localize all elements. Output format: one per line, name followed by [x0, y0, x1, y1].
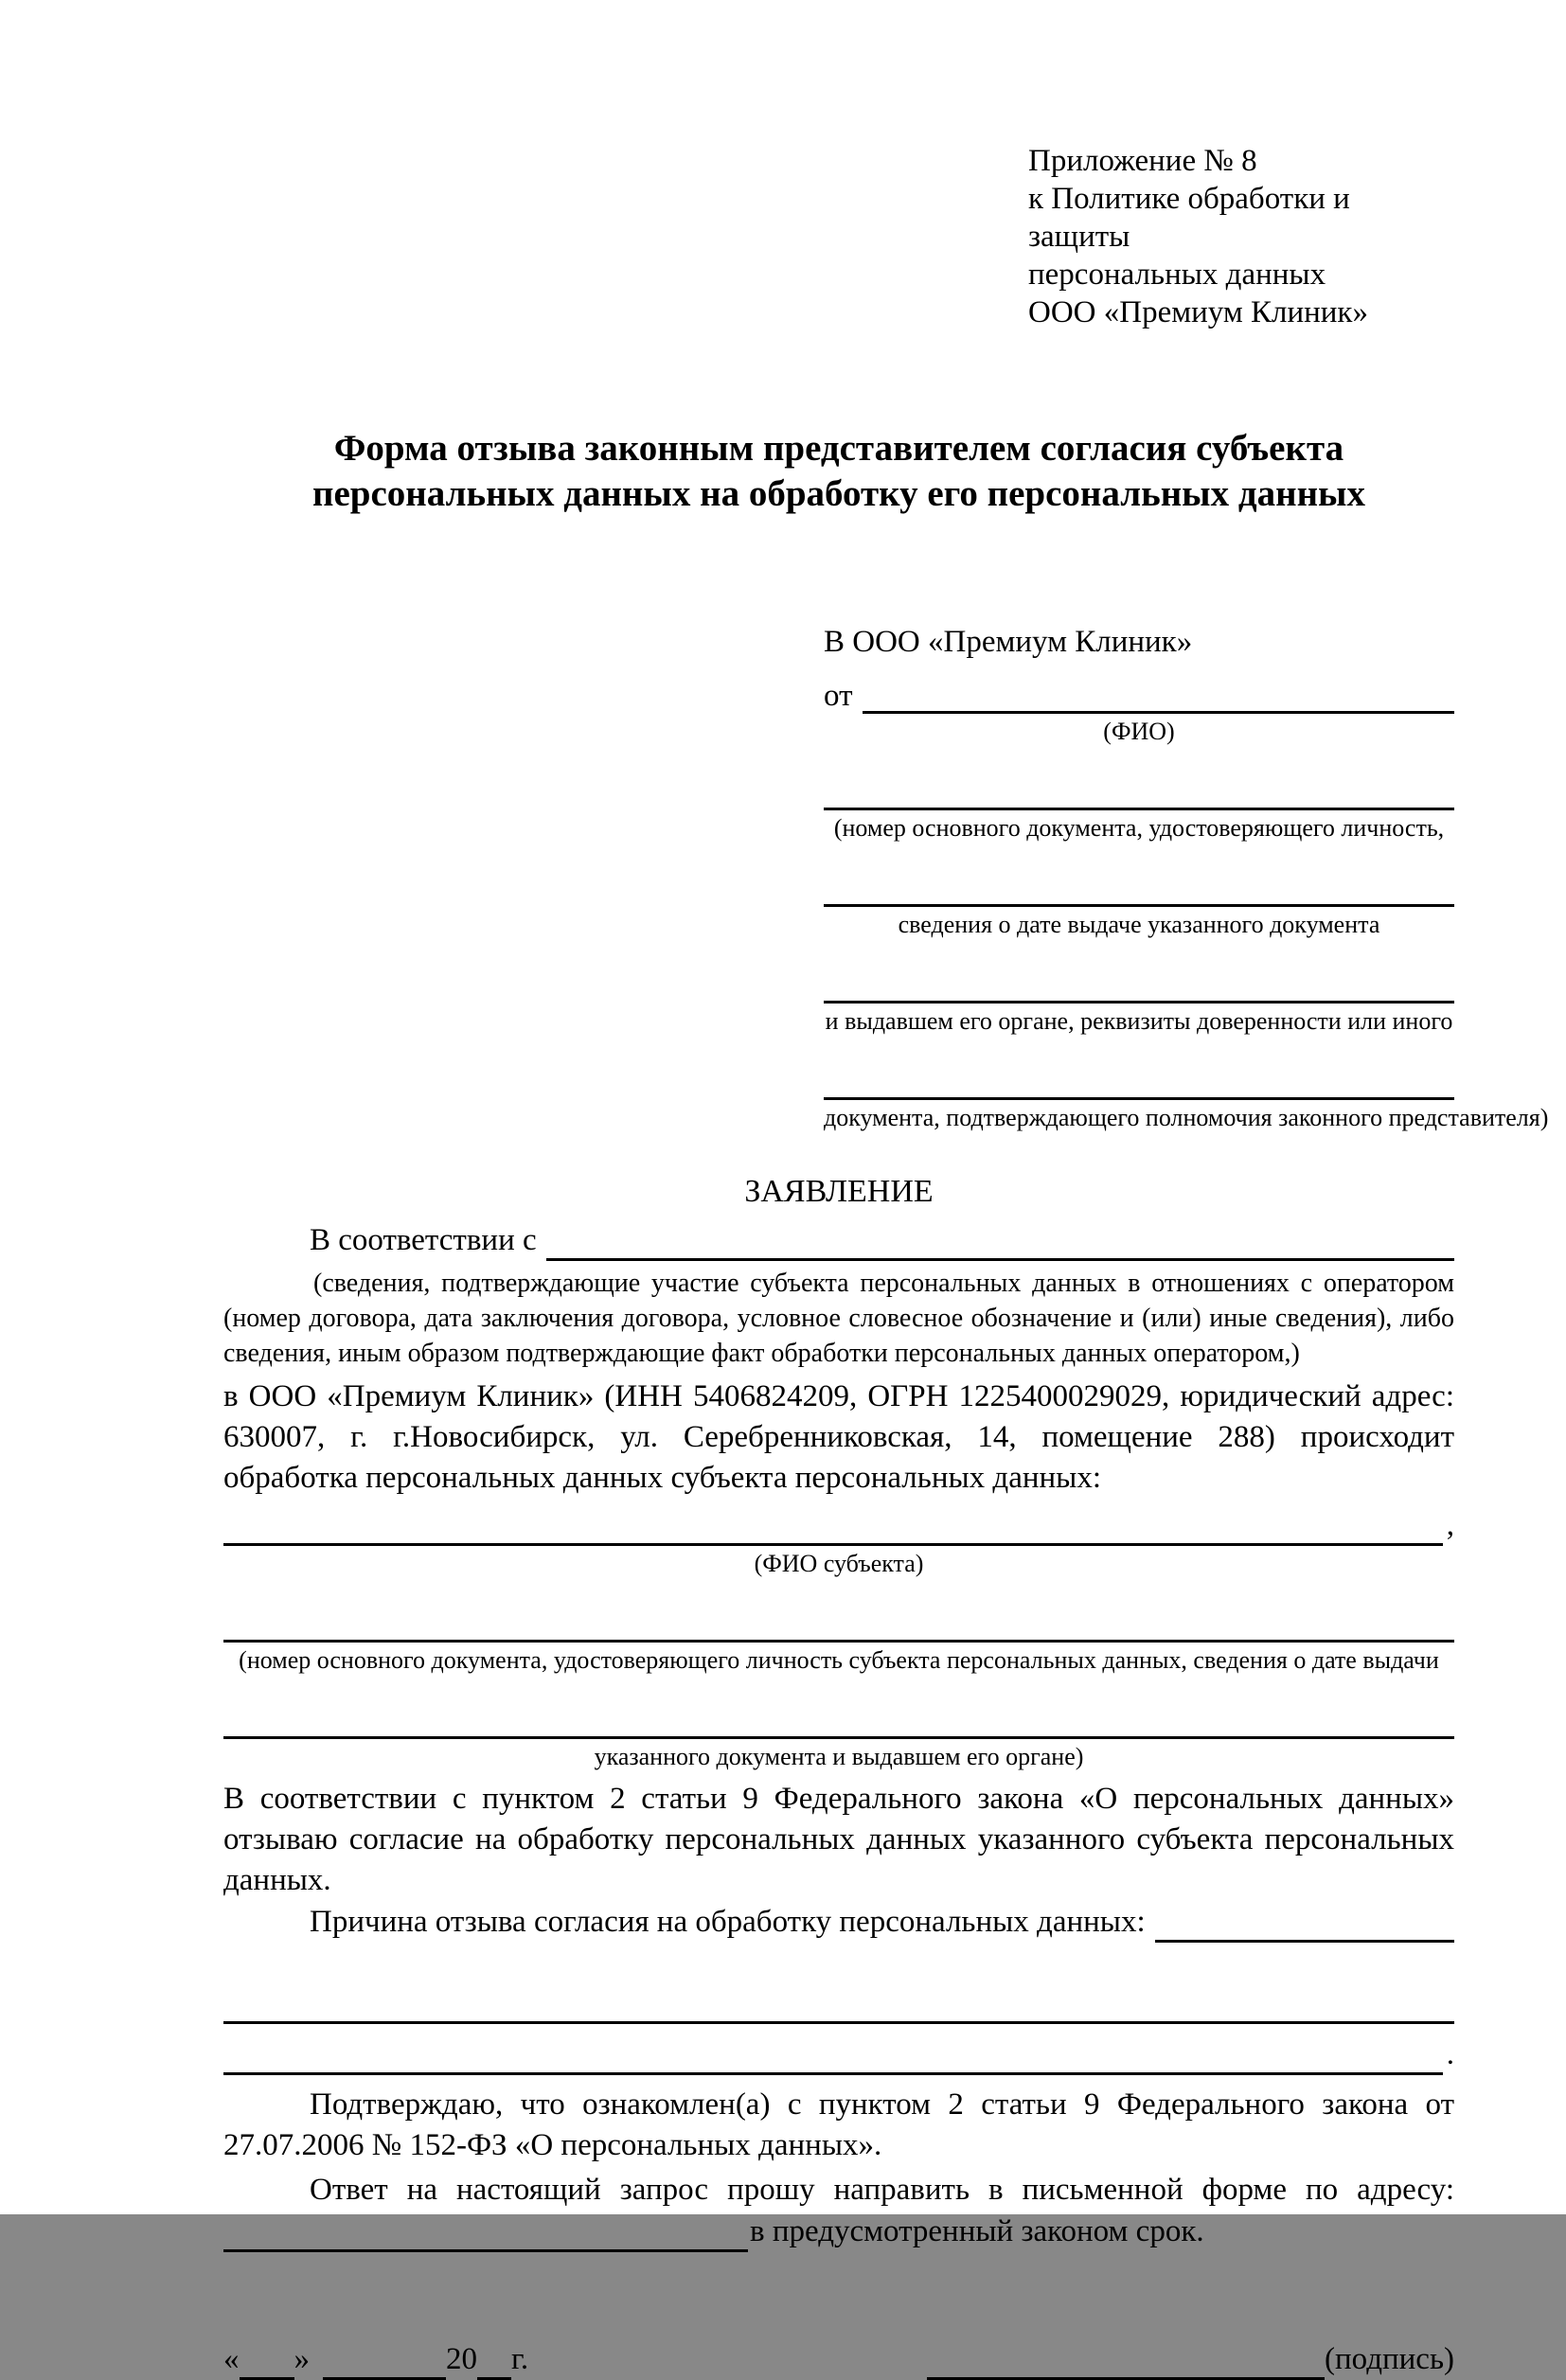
reason-period: .	[1446, 2037, 1454, 2071]
operator-paragraph: в ООО «Премиум Клиник» (ИНН 5406824209, ОГРН 1225400029029, юридический адрес: 630007, г. г.Новосибирск, ул. Серебренниковская, 14, помещение 288) происходит обработка персональных данных субъекта персональных данных:	[223, 1379, 1454, 1495]
reply-prefix: Ответ на настоящий запрос прошу направить в письменной форме по адресу:	[310, 2173, 1454, 2207]
from-row	[824, 672, 1454, 714]
appendix-header-line-1: Приложение № 8	[1028, 144, 1257, 178]
reply-row	[223, 2211, 1454, 2252]
subject-doc-blank-1	[223, 1607, 1454, 1643]
signature-blank	[927, 2348, 1325, 2380]
subject-doc-caption-1: (номер основного документа, удостоверяющего личность субъекта персональных данных, сведения о дате выдачи	[239, 1646, 1439, 1674]
poa-blank	[824, 1064, 1454, 1100]
appendix-header-line-3: персональных данных	[1028, 258, 1326, 292]
appendix-header	[1028, 142, 1454, 331]
doc-number-blank-row	[824, 773, 1454, 810]
addressee-block	[824, 623, 1549, 1132]
date-year-suffix: г.	[511, 2342, 529, 2376]
issue-date-blank-row	[824, 869, 1454, 907]
subject-doc-row-2	[223, 1699, 1454, 1739]
reason-blank-1	[223, 1988, 1454, 2024]
subject-fio-caption: (ФИО субъекта)	[754, 1550, 924, 1577]
doc-number-blank	[824, 774, 1454, 810]
poa-blank-row	[824, 1062, 1454, 1100]
subject-fio-comma: ,	[1446, 1508, 1454, 1542]
date-group	[223, 2339, 528, 2380]
addressee-organization: В ООО «Премиум Клиник»	[824, 625, 1193, 659]
issue-date-caption: сведения о дате выдаче указанного документа	[898, 911, 1380, 938]
reason-row	[223, 1901, 1454, 1943]
subject-doc-row-1	[223, 1603, 1454, 1643]
subject-doc-blank-2	[223, 1703, 1454, 1739]
withdrawal-paragraph: В соответствии с пунктом 2 статьи 9 Федерального закона «О персональных данных» отзываю согласие на обработку персональных данных указанного субъекта персональных данных.	[223, 1782, 1454, 1897]
document-title	[223, 426, 1454, 517]
appendix-header-line-2: к Политике обработки и защиты	[1028, 182, 1350, 254]
reason-blank-row-1	[223, 1984, 1454, 2024]
date-year-blank	[477, 2348, 511, 2380]
reason-blank-row-2	[223, 2035, 1454, 2075]
representative-name-blank	[863, 678, 1455, 714]
from-label: от	[824, 679, 853, 713]
reason-blank-2	[223, 2039, 1443, 2075]
reason-blank-inline	[1155, 1907, 1454, 1943]
intro-prefix: В соответствии с	[310, 1223, 537, 1257]
reply-suffix: в предусмотренный законом срок.	[750, 2214, 1204, 2248]
intro-row	[223, 1219, 1454, 1261]
issue-org-caption: и выдавшем его органе, реквизиты доверенности или иного	[825, 1007, 1453, 1035]
document-title-line-2: персональных данных на обработку его персональных данных	[311, 473, 1366, 514]
statement-heading: ЗАЯВЛЕНИЕ	[744, 1174, 934, 1209]
issue-org-blank	[824, 968, 1454, 1004]
date-quote-open: «	[223, 2342, 240, 2376]
document-title-line-1: Форма отзыва законным представителем согласия субъекта	[333, 428, 1344, 469]
fio-caption: (ФИО)	[1103, 718, 1175, 745]
poa-caption: документа, подтверждающего полномочия законного представителя)	[824, 1104, 1549, 1131]
date-year-prefix: 20	[446, 2342, 477, 2376]
intro-footnote: (сведения, подтверждающие участие субъекта персональных данных в отношениях с оператором (номер договора, дата заключения договора, условное словесное обозначение и (или) иные сведения), либо сведения, иным образом подтверждающие факт обработки персональных данных оператором,)	[223, 1269, 1454, 1368]
confirmation-paragraph: Подтверждаю, что ознакомлен(а) с пунктом 2 статьи 9 Федерального закона от 27.07.2006 № 152-ФЗ «О персональных данных».	[223, 2087, 1454, 2162]
subject-doc-caption-2: указанного документа и выдавшем его органе)	[594, 1743, 1084, 1770]
reason-prefix: Причина отзыва согласия на обработку персональных данных:	[310, 1905, 1146, 1939]
issue-org-blank-row	[824, 966, 1454, 1004]
reply-address-blank	[223, 2216, 748, 2252]
doc-number-caption: (номер основного документа, удостоверяющего личность,	[833, 814, 1445, 842]
date-month-blank	[323, 2348, 446, 2380]
sign-group	[927, 2339, 1454, 2380]
subject-fio-blank	[223, 1510, 1443, 1546]
date-day-blank	[240, 2348, 294, 2380]
subject-fio-row	[223, 1506, 1454, 1546]
date-quote-close: »	[294, 2342, 310, 2376]
appendix-header-line-4: ООО «Премиум Клиник»	[1028, 295, 1368, 329]
signature-row	[223, 2339, 1454, 2380]
signature-caption: (подпись)	[1325, 2342, 1454, 2376]
issue-date-blank	[824, 871, 1454, 907]
basis-blank	[546, 1225, 1454, 1261]
